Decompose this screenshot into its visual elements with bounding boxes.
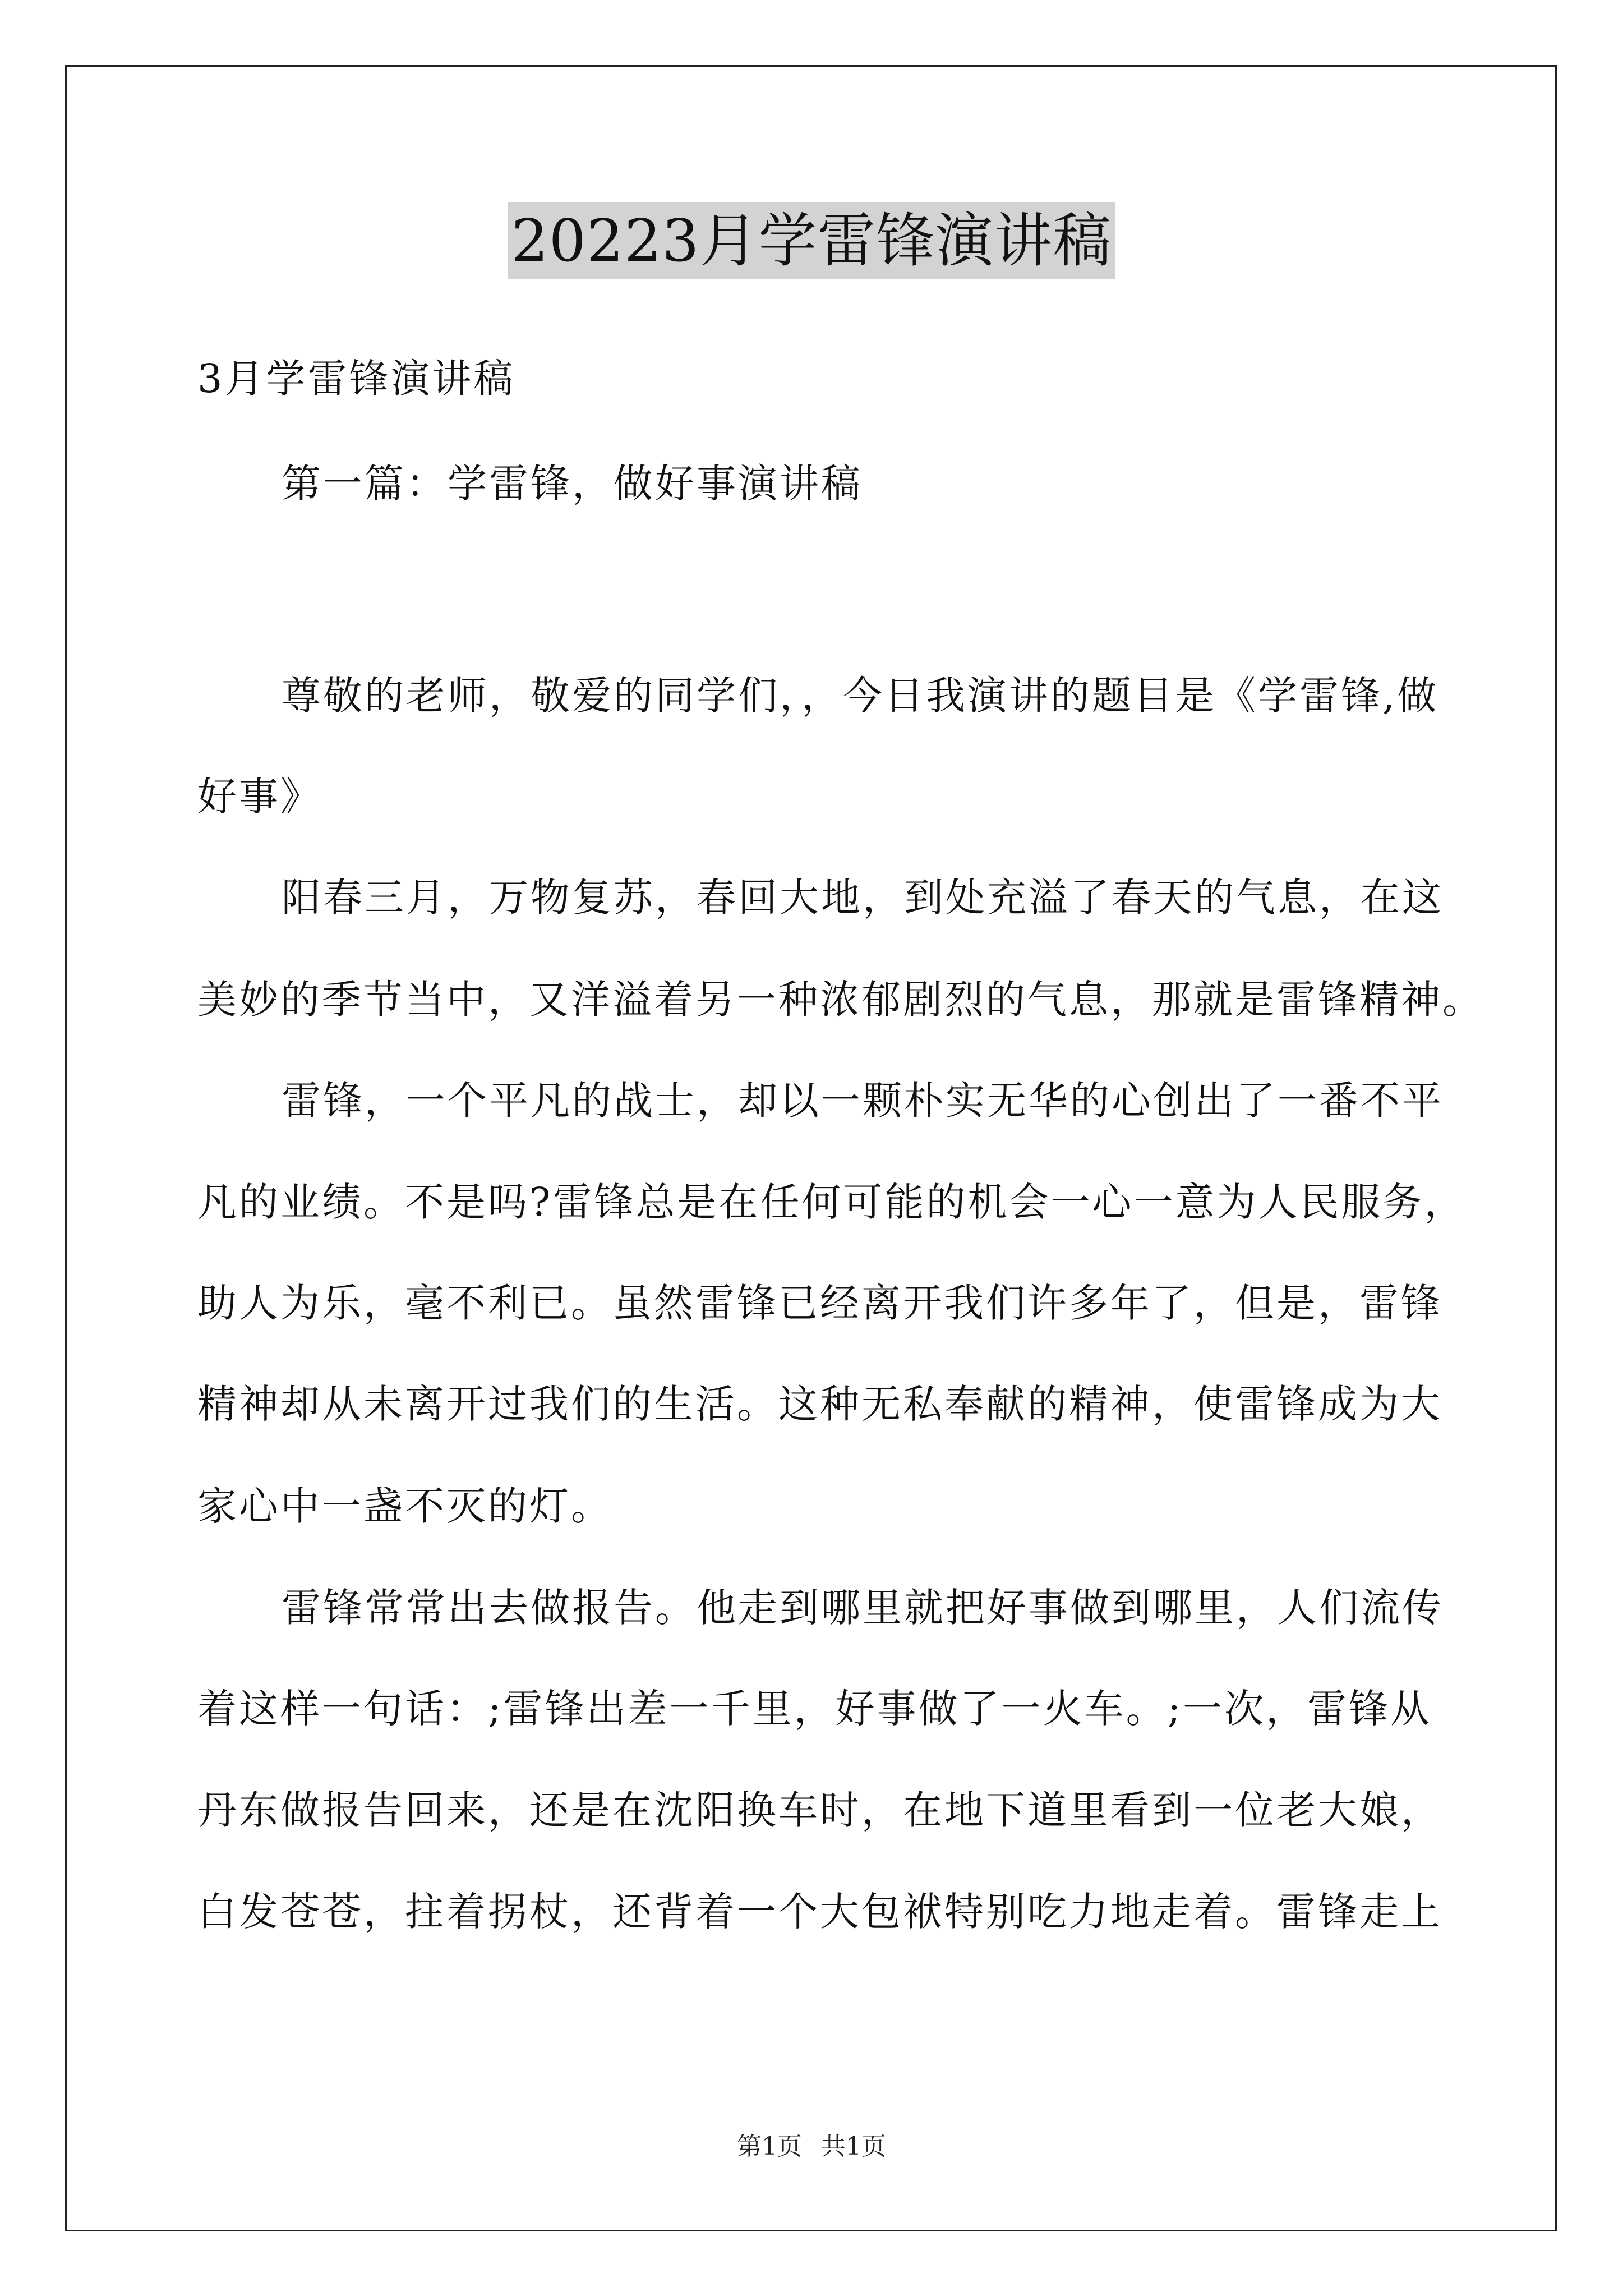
document-subtitle: 3月学雷锋演讲稿 — [197, 356, 515, 402]
title-container — [0, 202, 1623, 279]
paragraph-line: 美妙的季节当中，又洋溢着另一种浓郁剧烈的气息，那就是雷锋精神。 — [197, 977, 1484, 1023]
paragraph-line: 尊敬的老师，敬爱的同学们，，今日我演讲的题目是《学雷锋,做 — [282, 673, 1439, 719]
paragraph-line: 阳春三月，万物复苏，春回大地，到处充溢了春天的气息，在这 — [282, 875, 1444, 921]
paragraph-line: 丹东做报告回来，还是在沈阳换车时，在地下道里看到一位老大娘， — [197, 1787, 1442, 1833]
page-number: 第1页 — [737, 2132, 802, 2161]
paragraph-line: 雷锋，一个平凡的战士，却以一颗朴实无华的心创出了一番不平 — [282, 1078, 1444, 1124]
paragraph-line: 凡的业绩。不是吗?雷锋总是在任何可能的机会一心一意为人民服务， — [197, 1179, 1466, 1225]
paragraph-line: 好事》 — [197, 774, 322, 820]
paragraph-line: 雷锋常常出去做报告。他走到哪里就把好事做到哪里，人们流传 — [282, 1585, 1444, 1631]
paragraph-line: 助人为乐，毫不利已。虽然雷锋已经离开我们许多年了，但是，雷锋 — [197, 1280, 1442, 1326]
paragraph-line: 精神却从未离开过我们的生活。这种无私奉献的精神，使雷锋成为大 — [197, 1381, 1442, 1427]
document-title: 20223月学雷锋演讲稿 — [508, 202, 1115, 279]
paragraph-line: 着这样一句话：;雷锋出差一千里，好事做了一火车。;一次，雷锋从 — [197, 1686, 1432, 1732]
page-total: 共1页 — [821, 2132, 886, 2161]
section-title: 第一篇：学雷锋，做好事演讲稿 — [282, 461, 863, 507]
paragraph-line: 白发苍苍，拄着拐杖，还背着一个大包袱特别吃力地走着。雷锋走上 — [197, 1889, 1442, 1935]
page-footer — [0, 2130, 1623, 2164]
paragraph-line: 家心中一盏不灭的灯。 — [197, 1483, 612, 1529]
